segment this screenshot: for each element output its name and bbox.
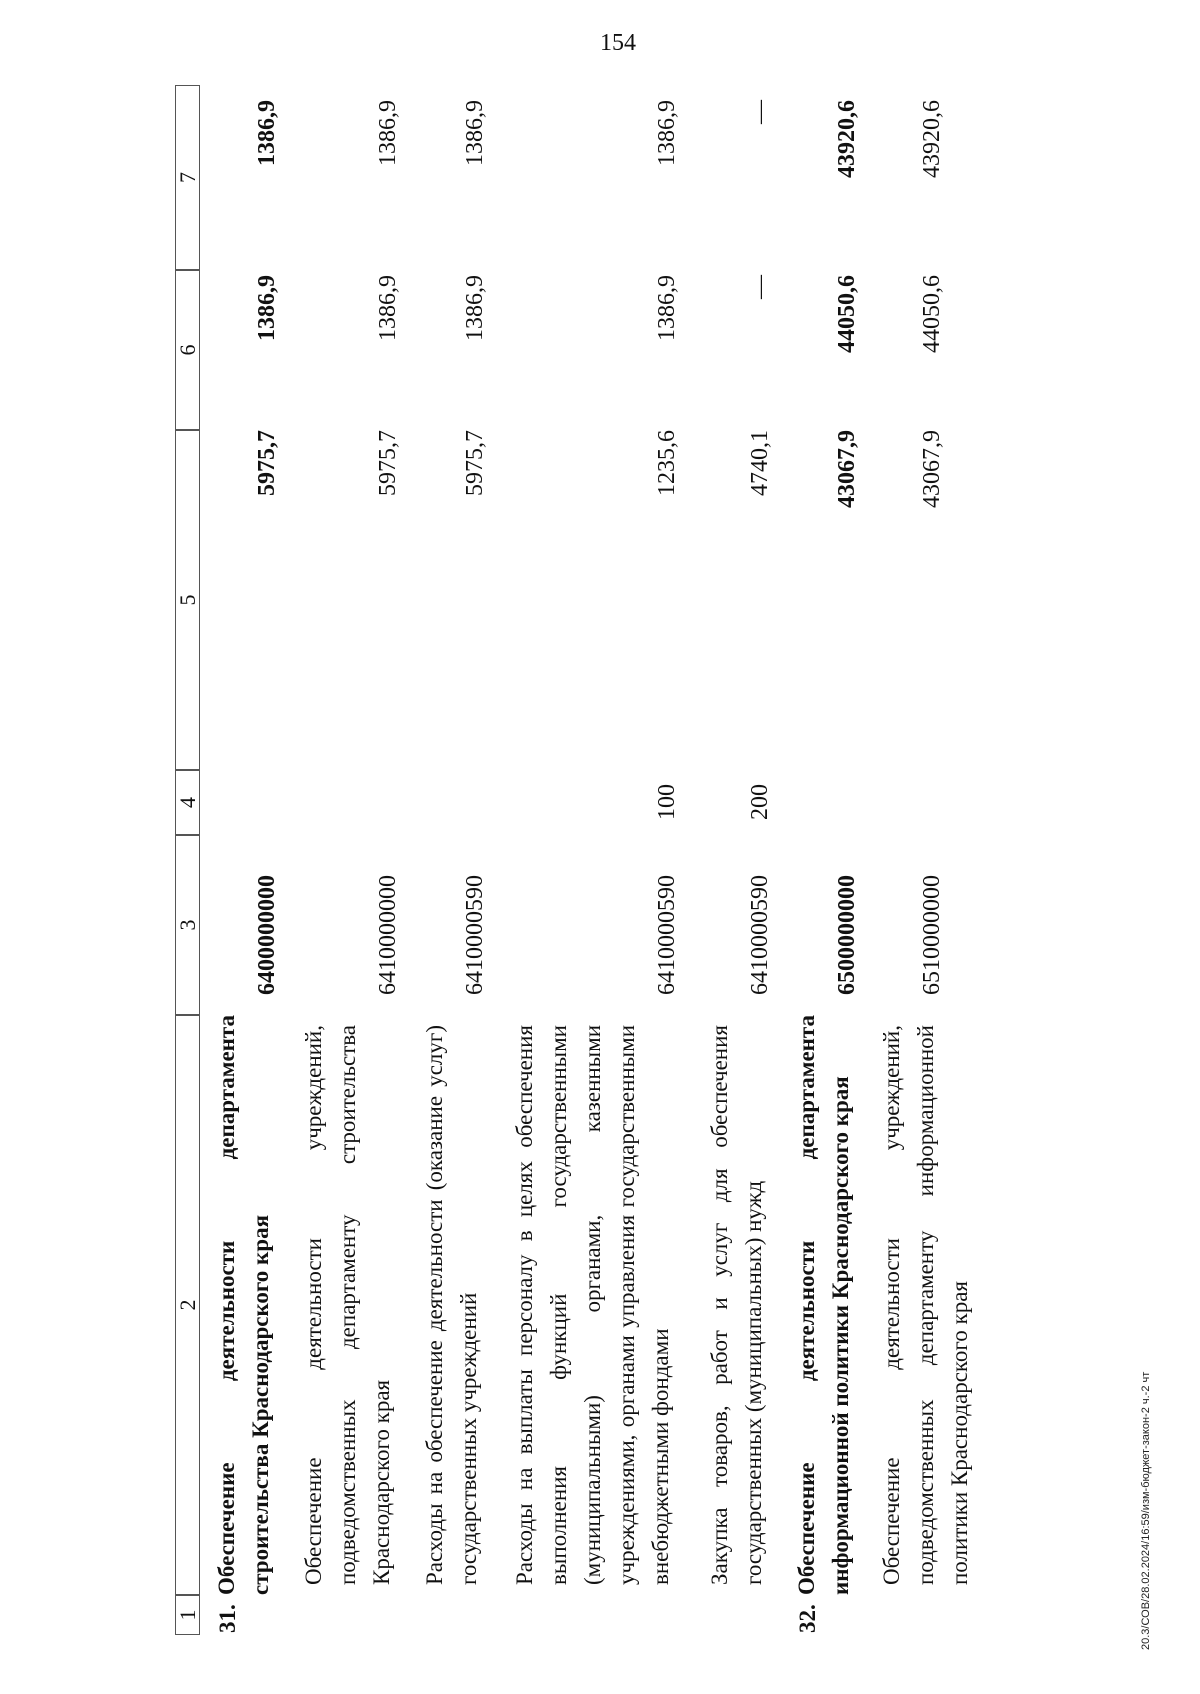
header-cell-4: 4 <box>175 770 200 835</box>
row-description: Расходы на выплаты персоналу в целях обеспечения выполнения функций государственными (муниципальными) органами, казенными учреждениями, органами управления государственными внебюджетными фондами <box>512 1025 673 1585</box>
row-value-col6: 1386,9 <box>654 275 680 341</box>
row-value-col6: 1386,9 <box>462 275 488 341</box>
row-target-code: 6410000590 <box>654 875 680 995</box>
row-value-col7: 43920,6 <box>834 100 860 178</box>
row-value-col7: — <box>747 100 773 124</box>
row-description: Расходы на обеспечение деятельности (оказание услуг) государственных учреждений <box>422 1025 481 1585</box>
row-value-col6: 44050,6 <box>834 275 860 353</box>
header-cell-5: 5 <box>175 430 200 770</box>
row-target-code: 6400000000 <box>254 875 280 995</box>
header-cell-7: 7 <box>175 85 200 270</box>
header-cell-2: 2 <box>175 1015 200 1595</box>
row-value-col5: 5975,7 <box>462 430 488 496</box>
budget-table <box>175 85 1125 1635</box>
header-cell-1: 1 <box>175 1595 200 1635</box>
row-target-code: 6410000000 <box>375 875 401 995</box>
document-footer-code: 20.3/СОВ/28.02.2024/16:59/изм-бюджет-закон-2 ч.-2 чт <box>1140 1371 1152 1650</box>
row-value-col7: 1386,9 <box>654 100 680 166</box>
row-value-col6: 1386,9 <box>254 275 280 341</box>
row-value-col5: 43067,9 <box>834 430 860 508</box>
row-description: Обеспечение деятельности учреждений, подведомственных департаменту строительства Краснодарского края <box>301 1025 394 1585</box>
row-expense-type: 100 <box>654 784 680 820</box>
row-value-col7: 1386,9 <box>375 100 401 166</box>
row-value-col5: 1235,6 <box>654 430 680 496</box>
row-value-col6: — <box>747 275 773 299</box>
row-value-col7: 43920,6 <box>919 100 945 178</box>
page-number: 154 <box>600 30 636 56</box>
row-value-col6: 44050,6 <box>919 275 945 353</box>
row-target-code: 6410000590 <box>747 875 773 995</box>
header-cell-6: 6 <box>175 270 200 430</box>
row-value-col7: 1386,9 <box>462 100 488 166</box>
row-value-col5: 43067,9 <box>919 430 945 508</box>
row-value-col5: 4740,1 <box>747 430 773 496</box>
row-target-code: 6410000590 <box>462 875 488 995</box>
row-value-col6: 1386,9 <box>375 275 401 341</box>
row-number: 32. <box>795 1604 820 1633</box>
header-cell-3: 3 <box>175 835 200 1015</box>
row-description: Закупка товаров, работ и услуг для обеспечения государственных (муниципальных) нужд <box>707 1025 766 1585</box>
row-description: Обеспечение деятельности департамента информационной политики Краснодарского края <box>794 1015 853 1595</box>
row-expense-type: 200 <box>747 784 773 820</box>
row-value-col5: 5975,7 <box>254 430 280 496</box>
row-description: Обеспечение деятельности департамента строительства Краснодарского края <box>214 1015 273 1595</box>
row-target-code: 6500000000 <box>834 875 860 995</box>
row-value-col5: 5975,7 <box>375 430 401 496</box>
row-value-col7: 1386,9 <box>254 100 280 166</box>
row-description: Обеспечение деятельности учреждений, подведомственных департаменту информационной политики Краснодарского края <box>879 1025 972 1585</box>
row-target-code: 6510000000 <box>919 875 945 995</box>
row-number: 31. <box>215 1604 240 1633</box>
